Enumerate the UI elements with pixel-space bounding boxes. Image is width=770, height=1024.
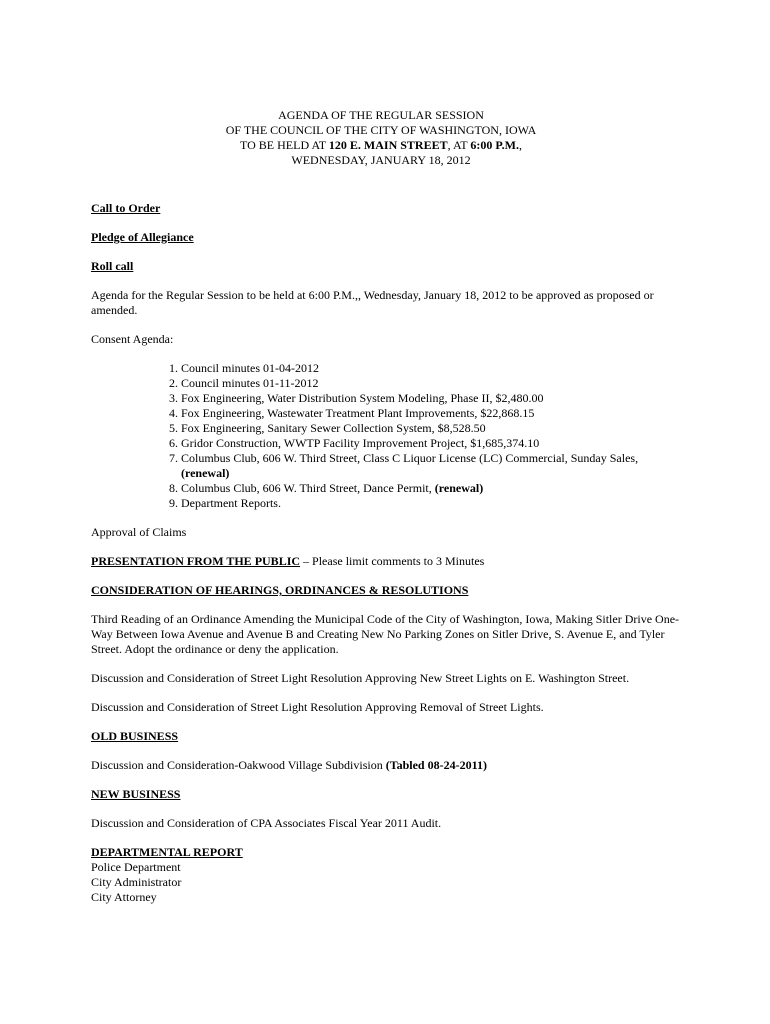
- renewal-tag: (renewal): [181, 466, 230, 480]
- list-item: 9. Department Reports.: [181, 496, 681, 511]
- hearing-item-remove-lights: Discussion and Consideration of Street Light Resolution Approving Removal of Street Lights.: [91, 700, 544, 714]
- header-line-4: WEDNESDAY, JANUARY 18, 2012: [291, 153, 471, 167]
- consent-agenda-list: [91, 361, 681, 511]
- department-city-attorney: City Attorney: [91, 890, 157, 904]
- new-business-heading: NEW BUSINESS: [91, 787, 181, 801]
- list-item: [181, 451, 681, 481]
- pledge-heading: Pledge of Allegiance: [91, 230, 194, 244]
- consent-agenda-heading: Consent Agenda:: [91, 332, 174, 346]
- list-item-text: Columbus Club, 606 W. Third Street, Dance Permit,: [181, 481, 435, 495]
- department-city-administrator: City Administrator: [91, 875, 182, 889]
- old-business-item-text: Discussion and Consideration-Oakwood Village Subdivision: [91, 758, 386, 772]
- header-line-3: [81, 138, 681, 153]
- list-item-text: Columbus Club, 606 W. Third Street, Class C Liquor License (LC) Commercial, Sunday Sales,: [181, 451, 639, 465]
- list-item: 4. Fox Engineering, Wastewater Treatment Plant Improvements, $22,868.15: [181, 406, 681, 421]
- hearing-item-ordinance: Third Reading of an Ordinance Amending the Municipal Code of the City of Washington, Iowa, Making Sitler Drive One-Way Between Iowa Avenue and Avenue B and Creating New No Parking Zones on Sitler Drive, S. Avenue E, and Tyler Street. Adopt the ordinance or deny the application.: [91, 612, 680, 656]
- list-item: 6. Gridor Construction, WWTP Facility Improvement Project, $1,685,374.10: [181, 436, 681, 451]
- header-line-2: OF THE COUNCIL OF THE CITY OF WASHINGTON, IOWA: [225, 123, 537, 137]
- agenda-approval-text: Agenda for the Regular Session to be held at 6:00 P.M.,, Wednesday, January 18, 2012 to be approved as proposed or amended.: [91, 288, 654, 317]
- header-line-3-suffix: ,: [518, 138, 522, 152]
- meeting-time: 6:00 P.M.: [470, 138, 519, 152]
- tabled-tag: (Tabled 08-24-2011): [385, 758, 487, 772]
- list-item: [181, 481, 681, 496]
- old-business-item: [91, 758, 681, 773]
- department-police: Police Department: [91, 860, 181, 874]
- hearings-heading: CONSIDERATION OF HEARINGS, ORDINANCES & RESOLUTIONS: [91, 583, 469, 597]
- hearing-item-new-lights: Discussion and Consideration of Street Light Resolution Approving New Street Lights on E. Washington Street.: [91, 671, 630, 685]
- header-line-1: AGENDA OF THE REGULAR SESSION: [278, 108, 484, 122]
- renewal-tag: (renewal): [434, 481, 484, 495]
- old-business-heading: OLD BUSINESS: [91, 729, 179, 743]
- roll-call-heading: Roll call: [91, 259, 134, 273]
- agenda-document: [91, 108, 681, 905]
- meeting-address: 120 E. MAIN STREET: [328, 138, 448, 152]
- header-line-3-prefix: TO BE HELD AT: [240, 138, 329, 152]
- presentation-line: [91, 554, 681, 569]
- list-item: 5. Fox Engineering, Sanitary Sewer Collection System, $8,528.50: [181, 421, 681, 436]
- departmental-report-heading: DEPARTMENTAL REPORT: [91, 845, 243, 859]
- call-to-order-heading: Call to Order: [91, 201, 161, 215]
- list-item: 1. Council minutes 01-04-2012: [181, 361, 681, 376]
- header-line-3-mid: , AT: [447, 138, 471, 152]
- presentation-heading: PRESENTATION FROM THE PUBLIC: [91, 554, 301, 568]
- new-business-item: Discussion and Consideration of CPA Associates Fiscal Year 2011 Audit.: [91, 816, 442, 830]
- presentation-note: – Please limit comments to 3 Minutes: [300, 554, 485, 568]
- list-item: 2. Council minutes 01-11-2012: [181, 376, 681, 391]
- approval-of-claims: Approval of Claims: [91, 525, 187, 539]
- agenda-header: [81, 108, 681, 168]
- list-item: 3. Fox Engineering, Water Distribution System Modeling, Phase II, $2,480.00: [181, 391, 681, 406]
